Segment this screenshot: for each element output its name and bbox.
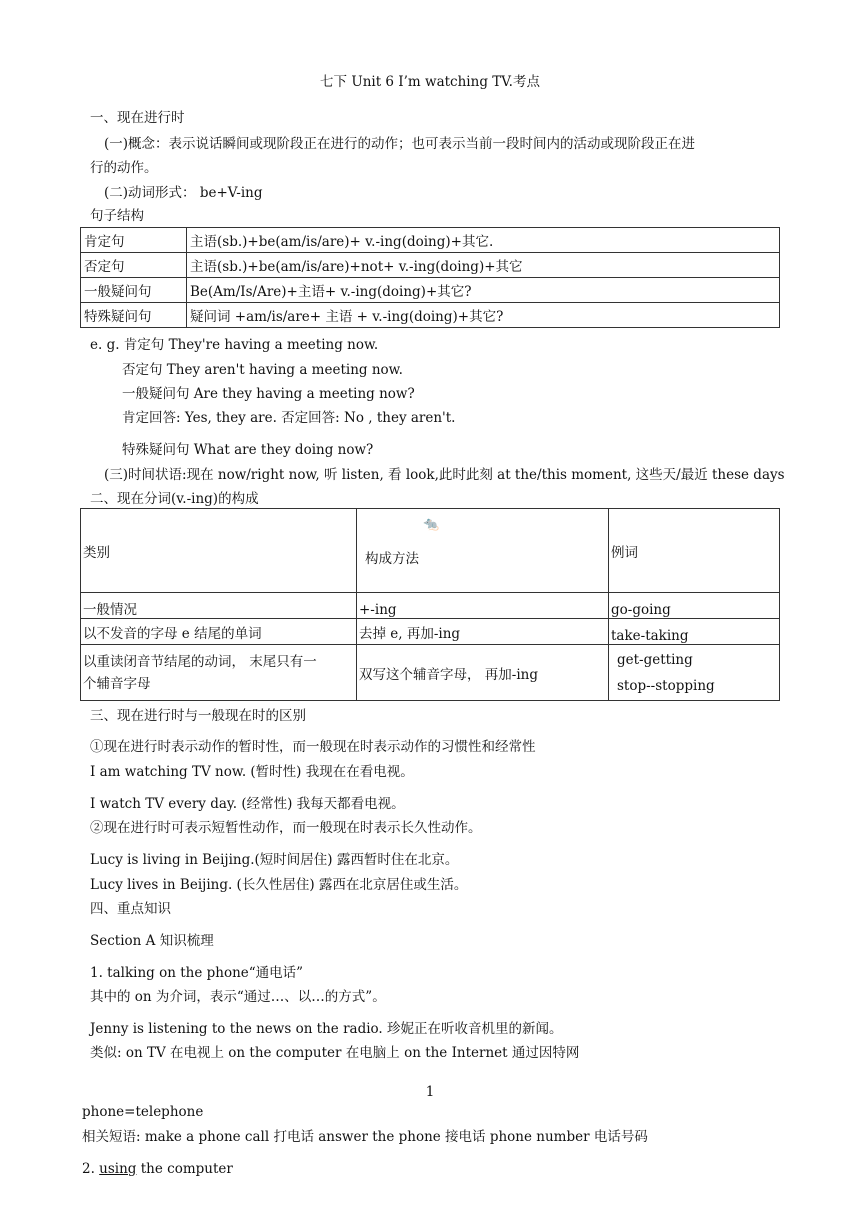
sentence-pattern: 主语(sb.)+be(am/is/are)+ v.-ing(doing)+其它. bbox=[187, 228, 780, 253]
comparison-line: ①现在进行时表示动作的暂时性，而一般现在时表示动作的习惯性和经常性 bbox=[90, 739, 536, 755]
table-row bbox=[81, 619, 780, 645]
item-1-similar: 类似: on TV 在电视上 on the computer 在电脑上 on the Internet 通过因特网 bbox=[90, 1045, 580, 1061]
comparison-line: I watch TV every day. (经常性) 我每天都看电视。 bbox=[90, 796, 405, 812]
example-line: 特殊疑问句 What are they doing now? bbox=[122, 442, 374, 458]
structure-label: 句子结构 bbox=[90, 208, 144, 224]
example-cell: take-taking bbox=[609, 619, 780, 645]
sentence-pattern: Be(Am/Is/Are)+主语+ v.-ing(doing)+其它? bbox=[187, 278, 780, 303]
column-header-method bbox=[357, 509, 609, 593]
example-line: 肯定回答: Yes, they are. 否定回答: No , they aren't. bbox=[122, 410, 456, 426]
column-header: 构成方法 bbox=[365, 551, 419, 567]
section-3-heading: 三、现在进行时与一般现在时的区别 bbox=[90, 708, 306, 724]
present-participle-table bbox=[80, 508, 780, 701]
table-header-row bbox=[81, 509, 780, 593]
example-line: get-getting bbox=[617, 651, 693, 668]
category-cell: 以不发音的字母 e 结尾的单词 bbox=[81, 619, 357, 645]
comparison-line: Lucy lives in Beijing. (长久性居住) 露西在北京居住或生活。 bbox=[90, 877, 468, 893]
comparison-line: I am watching TV now. (暂时性) 我现在在看电视。 bbox=[90, 764, 414, 780]
phone-equals-telephone: phone=telephone bbox=[82, 1104, 204, 1120]
method-cell: +-ing bbox=[357, 593, 609, 619]
page-title: 七下 Unit 6 I’m watching TV.考点 bbox=[320, 74, 540, 90]
page-number: 1 bbox=[425, 1084, 435, 1100]
section-4-heading: 四、重点知识 bbox=[90, 901, 171, 917]
example-cell bbox=[609, 645, 780, 701]
item-2-number: 2. bbox=[82, 1161, 100, 1177]
column-header: 例词 bbox=[609, 509, 780, 593]
item-2-underlined-word: using bbox=[99, 1161, 137, 1177]
table-row bbox=[81, 303, 780, 328]
mouse-icon: 🐀 bbox=[423, 517, 440, 532]
section-1-heading: 一、现在进行时 bbox=[90, 110, 185, 126]
item-1-title: 1. talking on the phone“通电话” bbox=[90, 965, 304, 981]
table-row bbox=[81, 228, 780, 253]
category-line: 以重读闭音节结尾的动词， 末尾只有一 bbox=[83, 653, 317, 670]
table-row bbox=[81, 253, 780, 278]
item-1-example: Jenny is listening to the news on the radio. 珍妮正在听收音机里的新闻。 bbox=[90, 1021, 563, 1037]
category-cell: 一般情况 bbox=[81, 593, 357, 619]
category-line: 个辅音字母 bbox=[83, 675, 151, 692]
sentence-type: 否定句 bbox=[81, 253, 187, 278]
concept-line-1: (一)概念：表示说话瞬间或现阶段正在进行的动作；也可表示当前一段时间内的活动或现阶段正在进 bbox=[104, 136, 696, 152]
sentence-pattern: 主语(sb.)+be(am/is/are)+not+ v.-ing(doing)+其它 bbox=[187, 253, 780, 278]
sentence-type: 特殊疑问句 bbox=[81, 303, 187, 328]
example-line: 一般疑问句 Are they having a meeting now? bbox=[122, 386, 415, 402]
section-2-heading: 二、现在分词(v.-ing)的构成 bbox=[90, 491, 259, 507]
item-2-rest: the computer bbox=[136, 1161, 233, 1177]
comparison-line: Lucy is living in Beijing.(短时间居住) 露西暂时住在北京。 bbox=[90, 852, 459, 868]
example-cell: go-going bbox=[609, 593, 780, 619]
sentence-structure-table bbox=[80, 227, 780, 328]
section-a-heading: Section A 知识梳理 bbox=[90, 933, 214, 949]
method-cell: 双写这个辅音字母， 再加-ing bbox=[357, 645, 609, 701]
item-1-note: 其中的 on 为介词，表示“通过…、以…的方式”。 bbox=[90, 989, 386, 1005]
example-line: stop--stopping bbox=[617, 677, 715, 694]
example-line: e. g. 肯定句 They're having a meeting now. bbox=[90, 337, 379, 353]
verb-form: (二)动词形式： be+V-ing bbox=[104, 185, 263, 201]
related-phrases: 相关短语: make a phone call 打电话 answer the phone 接电话 phone number 电话号码 bbox=[82, 1129, 648, 1145]
sentence-type: 一般疑问句 bbox=[81, 278, 187, 303]
sentence-type: 肯定句 bbox=[81, 228, 187, 253]
method-cell: 去掉 e, 再加-ing bbox=[357, 619, 609, 645]
time-adverbials: (三)时间状语:现在 now/right now, 听 listen, 看 look,此时此刻 at the/this moment, 这些天/最近 these days bbox=[104, 467, 785, 483]
comparison-line: ②现在进行时可表示短暂性动作，而一般现在时表示长久性动作。 bbox=[90, 820, 482, 836]
table-row bbox=[81, 645, 780, 701]
table-row bbox=[81, 278, 780, 303]
column-header: 类别 bbox=[81, 509, 357, 593]
item-2-title bbox=[82, 1160, 233, 1178]
table-row bbox=[81, 593, 780, 619]
concept-line-2: 行的动作。 bbox=[90, 160, 158, 176]
example-line: 否定句 They aren't having a meeting now. bbox=[122, 362, 403, 378]
sentence-pattern: 疑问词 +am/is/are+ 主语 + v.-ing(doing)+其它? bbox=[187, 303, 780, 328]
category-cell bbox=[81, 645, 357, 701]
